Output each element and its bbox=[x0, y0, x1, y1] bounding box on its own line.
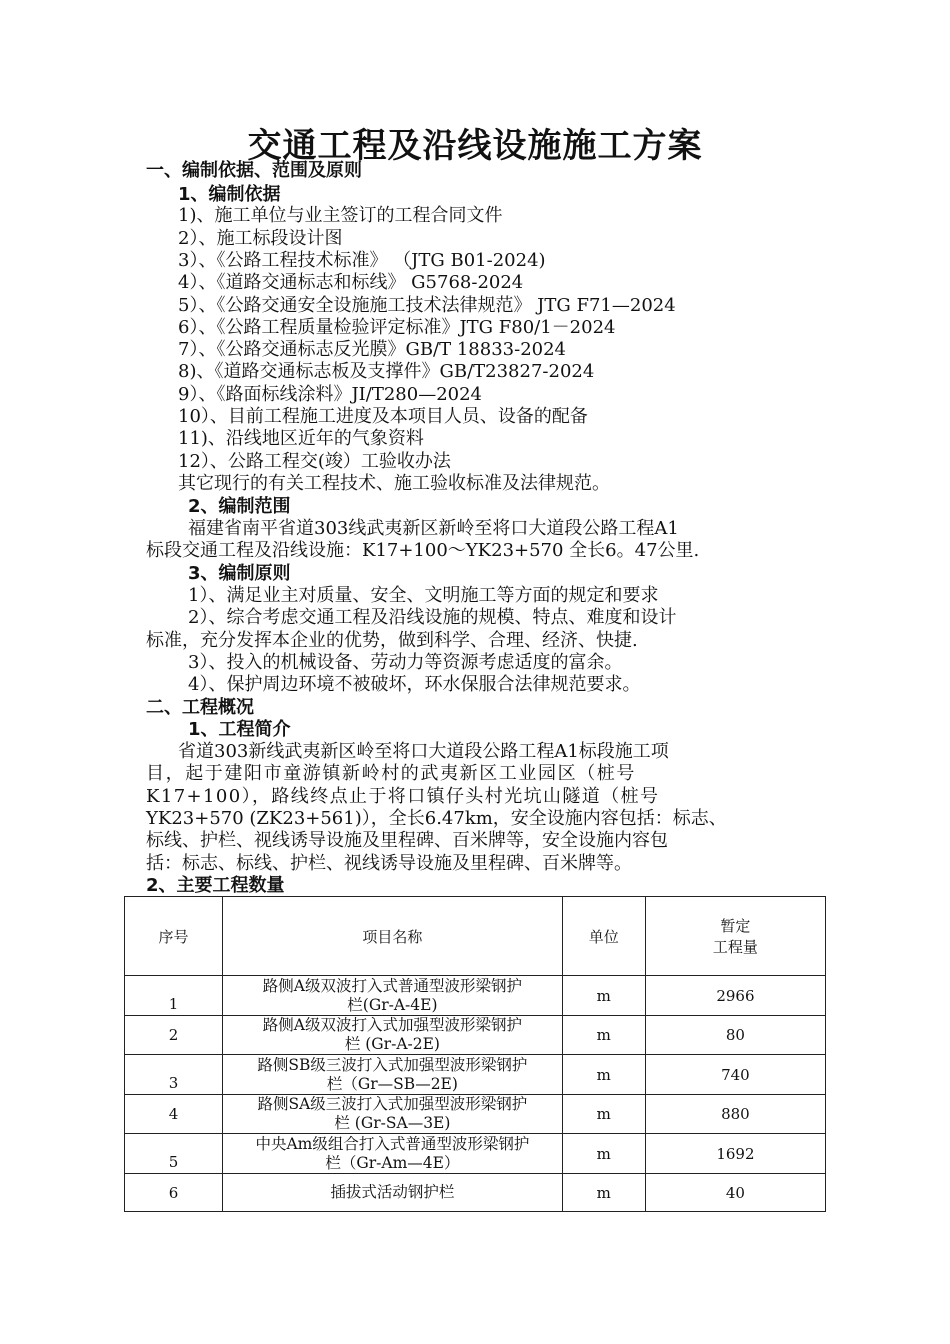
subheading-intro: 1、工程简介 bbox=[188, 719, 291, 740]
cell-quantity: 1692 bbox=[645, 1134, 825, 1174]
item-name-line1: 路侧A级双波打入式加强型波形梁钢护 bbox=[262, 1016, 522, 1034]
principle-item-cont: 标准，充分发挥本企业的优势，做到科学、合理、经济、快捷. bbox=[146, 630, 638, 651]
table-row bbox=[125, 976, 826, 1016]
cell-seq: 3 bbox=[125, 1055, 223, 1095]
header-quantity-line2: 工程量 bbox=[712, 938, 758, 956]
intro-line: K17+100），路线终点止于将口镇仔头村光坑山隧道（桩号 bbox=[146, 786, 660, 807]
cell-quantity: 40 bbox=[645, 1174, 825, 1212]
basis-item: 3）、《公路工程技术标准》 （JTG B01-2024) bbox=[178, 250, 546, 271]
basis-item: 8)、《道路交通标志板及支撑件》GB/T23827-2024 bbox=[178, 361, 595, 382]
intro-line: YK23+570 (ZK23+561)），全长6.47km，安全设施内容包括：标志、 bbox=[146, 808, 727, 829]
cell-item-name bbox=[223, 1174, 563, 1212]
cell-quantity: 880 bbox=[645, 1095, 825, 1134]
cell-unit: m bbox=[562, 1134, 645, 1174]
item-name-line1: 插拔式活动钢护栏 bbox=[330, 1183, 455, 1201]
header-item-name: 项目名称 bbox=[223, 897, 563, 976]
cell-unit: m bbox=[562, 1055, 645, 1095]
cell-quantity: 740 bbox=[645, 1055, 825, 1095]
item-name-line1: 路侧SB级三波打入式加强型波形梁钢护 bbox=[257, 1055, 528, 1074]
header-quantity bbox=[645, 897, 825, 976]
item-name-line1: 路侧SA级三波打入式加强型波形梁钢护 bbox=[257, 1095, 528, 1113]
scope-text-line1: 福建省南平省道303线武夷新区新岭至将口大道段公路工程A1 bbox=[188, 518, 679, 539]
subheading-principles: 3、编制原则 bbox=[188, 563, 291, 584]
table-row bbox=[125, 1016, 826, 1055]
table-header-row bbox=[125, 897, 826, 976]
cell-seq: 2 bbox=[125, 1016, 223, 1055]
cell-seq: 5 bbox=[125, 1134, 223, 1174]
item-name-line2: 栏(Gr-A-4E) bbox=[347, 995, 438, 1014]
basis-item: 4）、《道路交通标志和标线》 G5768-2024 bbox=[178, 272, 524, 293]
header-seq: 序号 bbox=[125, 897, 223, 976]
table-row bbox=[125, 1134, 826, 1174]
subheading-basis: 1、编制依据 bbox=[178, 184, 281, 205]
principle-item: 4）、保护周边环境不被破坏，环水保服合法律规范要求。 bbox=[188, 674, 641, 695]
basis-item: 2）、施工标段设计图 bbox=[178, 228, 343, 249]
table-row bbox=[125, 1095, 826, 1134]
cell-item-name bbox=[223, 1016, 563, 1055]
scope-text-line2: 标段交通工程及沿线设施：K17+100～YK23+570 全长6。47公里. bbox=[146, 540, 700, 561]
cell-item-name bbox=[223, 976, 563, 1016]
document-title: 交通工程及沿线设施施工方案 bbox=[247, 126, 703, 166]
cell-unit: m bbox=[562, 1016, 645, 1055]
basis-item: 10）、目前工程施工进度及本项目人员、设备的配备 bbox=[178, 406, 588, 427]
basis-item: 其它现行的有关工程技术、施工验收标准及法律规范。 bbox=[178, 473, 610, 494]
basis-item: 7）、《公路交通标志反光膜》GB/T 18833-2024 bbox=[178, 339, 567, 360]
item-name-line2: 栏 (Gr-A-2E) bbox=[344, 1035, 440, 1053]
intro-line: 省道303新线武夷新区岭至将口大道段公路工程A1标段施工项 bbox=[178, 741, 669, 762]
header-quantity-line1: 暂定 bbox=[720, 917, 751, 935]
cell-item-name bbox=[223, 1134, 563, 1174]
cell-unit: m bbox=[562, 1174, 645, 1212]
principle-item: 2）、综合考虑交通工程及沿线设施的规模、特点、难度和设计 bbox=[188, 607, 677, 628]
cell-item-name bbox=[223, 1055, 563, 1095]
item-name-line1: 中央Am级组合打入式普通型波形梁钢护 bbox=[255, 1134, 530, 1153]
intro-line: 目，起于建阳市童游镇新岭村的武夷新区工业园区（桩号 bbox=[146, 763, 636, 784]
quantities-table bbox=[124, 896, 826, 1212]
basis-item: 11)、沿线地区近年的气象资料 bbox=[178, 428, 424, 449]
section-heading-2: 二、工程概况 bbox=[146, 697, 254, 718]
item-name-line2: 栏 (Gr-SA—3E) bbox=[334, 1114, 451, 1132]
basis-item: 6）、《公路工程质量检验评定标准》JTG F80/1－2024 bbox=[178, 317, 616, 338]
basis-item: 9）、《路面标线涂料》JI/T280—2024 bbox=[178, 384, 483, 405]
section-heading-1: 一、编制依据、范围及原则 bbox=[146, 160, 362, 181]
header-unit: 单位 bbox=[562, 897, 645, 976]
table-row bbox=[125, 1174, 826, 1212]
intro-line: 括：标志、标线、护栏、视线诱导设施及里程碑、百米牌等。 bbox=[146, 853, 632, 874]
subheading-scope: 2、编制范围 bbox=[188, 496, 291, 517]
cell-seq: 1 bbox=[125, 976, 223, 1016]
basis-item: 1)、施工单位与业主签订的工程合同文件 bbox=[178, 205, 503, 226]
table-row bbox=[125, 1055, 826, 1095]
cell-quantity: 80 bbox=[645, 1016, 825, 1055]
cell-quantity: 2966 bbox=[645, 976, 825, 1016]
basis-item: 5）、《公路交通安全设施施工技术法律规范》 JTG F71—2024 bbox=[178, 295, 676, 316]
item-name-line1: 路侧A级双波打入式普通型波形梁钢护 bbox=[262, 976, 522, 995]
basis-item: 12）、公路工程交(竣）工验收办法 bbox=[178, 451, 451, 472]
principle-item: 1）、满足业主对质量、安全、文明施工等方面的规定和要求 bbox=[188, 585, 659, 606]
cell-item-name bbox=[223, 1095, 563, 1134]
item-name-line2: 栏（Gr—SB—2E) bbox=[326, 1074, 458, 1093]
cell-seq: 6 bbox=[125, 1174, 223, 1212]
principle-item: 3）、投入的机械设备、劳动力等资源考虑适度的富余。 bbox=[188, 652, 623, 673]
item-name-line2: 栏（Gr-Am—4E） bbox=[325, 1153, 460, 1172]
cell-unit: m bbox=[562, 976, 645, 1016]
cell-unit: m bbox=[562, 1095, 645, 1134]
subheading-quantities: 2、主要工程数量 bbox=[146, 875, 285, 896]
intro-line: 标线、护栏、视线诱导设施及里程碑、百米牌等，安全设施内容包 bbox=[146, 830, 668, 851]
cell-seq: 4 bbox=[125, 1095, 223, 1134]
